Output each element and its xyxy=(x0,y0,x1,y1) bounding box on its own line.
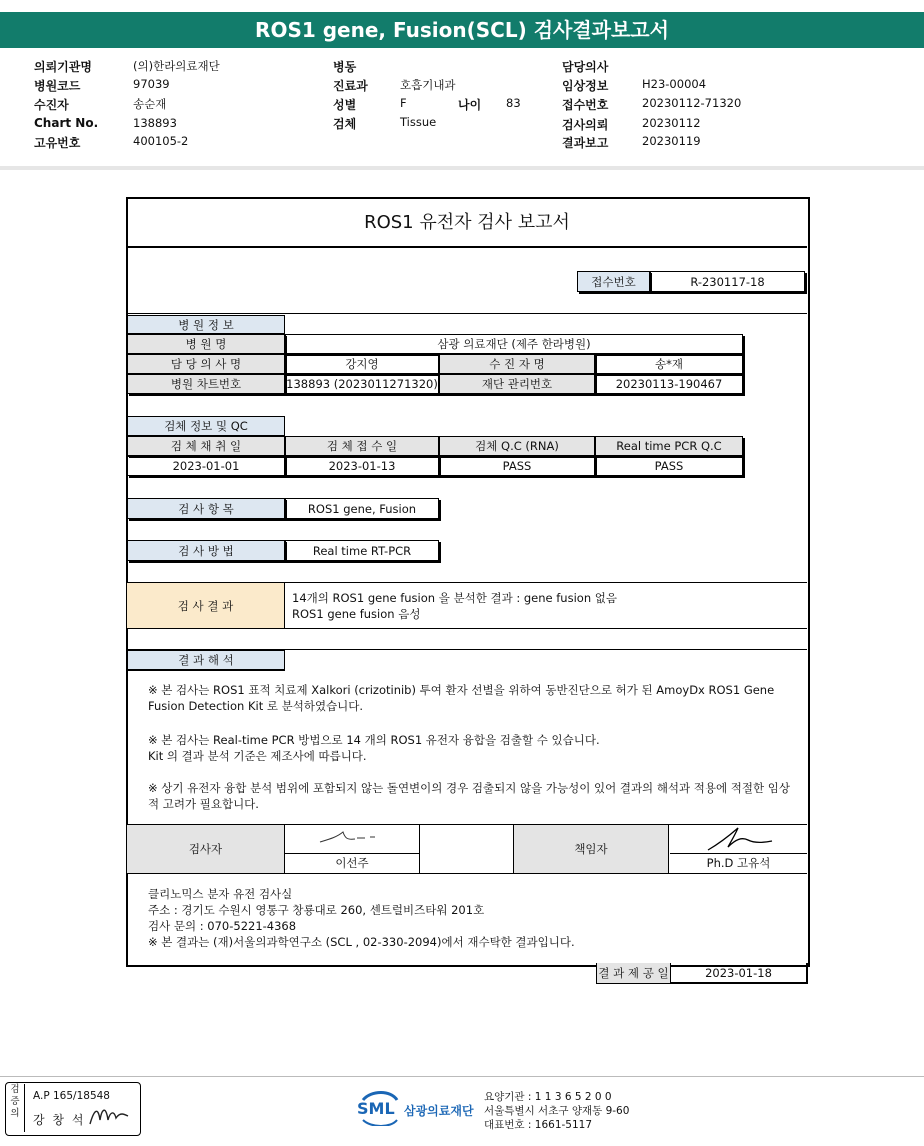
test-method-label: 검 사 방 법 xyxy=(127,540,285,561)
specimen-header: 검 체 접 수 일 xyxy=(285,436,439,456)
interpretation-text: 적 고려가 필요합니다. xyxy=(148,797,259,811)
header-value: 138893 xyxy=(133,116,177,130)
doctor-label: 담 당 의 사 명 xyxy=(127,354,285,374)
tester-name: 이선주 xyxy=(285,853,420,873)
doctor-value: 강지영 xyxy=(285,354,439,374)
issue-date-label: 결 과 제 공 일 xyxy=(596,963,671,984)
specimen-header: 검체 Q.C (RNA) xyxy=(439,436,595,456)
header-value: 송순재 xyxy=(133,97,167,111)
header-label: 진료과 xyxy=(333,79,368,93)
specimen-header: Real time PCR Q.C xyxy=(595,436,743,456)
org-phone: 대표번호 : 1661-5117 xyxy=(484,1119,593,1131)
section-divider xyxy=(127,628,807,629)
lab-name: 클리노믹스 분자 유전 검사실 xyxy=(148,887,293,901)
test-method-value: Real time RT-PCR xyxy=(285,540,439,561)
lab-note: ※ 본 결과는 (재)서울의과학연구소 (SCL , 02-330-2094)에서 재수탁한 결과입니다. xyxy=(148,935,575,949)
specimen-value: PASS xyxy=(595,456,743,476)
specimen-value: 2023-01-13 xyxy=(285,456,439,476)
header-value: (의)한라의료재단 xyxy=(133,59,220,73)
responsible-name: Ph.D 고유석 xyxy=(706,856,771,870)
header-label: 나이 xyxy=(458,98,482,112)
test-item-value: ROS1 gene, Fusion xyxy=(285,498,439,519)
reception-label: 접수번호 xyxy=(577,271,650,292)
result-label: 검 사 결 과 xyxy=(127,583,285,628)
patient-value: 송*재 xyxy=(595,354,743,374)
section-divider xyxy=(127,670,285,671)
specimen-value: 2023-01-01 xyxy=(127,456,285,476)
header-value: 97039 xyxy=(133,77,170,91)
test-item-label: 검 사 항 목 xyxy=(127,498,285,519)
issue-date-value: 2023-01-18 xyxy=(670,963,808,984)
reception-value: R-230117-18 xyxy=(650,271,805,292)
header-value: 20230119 xyxy=(642,134,701,148)
header-label: 결과보고 xyxy=(562,136,609,150)
header-label: 의뢰기관명 xyxy=(34,60,92,74)
report-title: ROS1 유전자 검사 보고서 xyxy=(364,212,570,233)
lab-phone: 검사 문의 : 070-5221-4368 xyxy=(148,919,297,933)
header-label: 병원코드 xyxy=(34,79,81,93)
result-line: 14개의 ROS1 gene fusion 을 분석한 결과 : gene fusion 없음 xyxy=(292,591,617,605)
interpretation-text: Fusion Detection Kit 로 분석하였습니다. xyxy=(148,699,364,713)
header-value: F xyxy=(400,96,407,110)
header-label: 고유번호 xyxy=(34,136,81,150)
section-divider xyxy=(127,873,807,874)
header-label: 검사의뢰 xyxy=(562,118,609,132)
header-label: 담당의사 xyxy=(562,60,609,74)
tester-label: 검사자 xyxy=(127,825,285,873)
header-value: H23-00004 xyxy=(642,77,707,91)
interpretation-label: 결 과 해 석 xyxy=(127,650,285,670)
stamp-signature-graphic xyxy=(88,1100,134,1130)
header-label: 병동 xyxy=(333,60,357,74)
section-hospital-info: 병 원 정 보 xyxy=(127,315,285,334)
header-value: 호흡기내과 xyxy=(400,78,456,92)
header-value: 400105-2 xyxy=(133,134,189,148)
result-line: ROS1 gene fusion 음성 xyxy=(292,607,421,621)
section-specimen-qc: 검체 정보 및 QC xyxy=(127,416,285,436)
chart-no-label: 병원 차트번호 xyxy=(127,374,285,394)
patient-label: 수 진 자 명 xyxy=(439,354,595,374)
stamp-person: 강 창 석 xyxy=(33,1113,86,1127)
responsible-label: 책임자 xyxy=(514,825,669,873)
mgmt-no-label: 재단 관리번호 xyxy=(439,374,595,394)
header-divider xyxy=(0,166,924,170)
header-label: 임상정보 xyxy=(562,79,609,93)
responsible-signature xyxy=(670,825,807,854)
report-banner-title: ROS1 gene, Fusion(SCL) 검사결과보고서 xyxy=(0,12,924,48)
specimen-header: 검 체 채 취 일 xyxy=(127,436,285,456)
header-value: 20230112-71320 xyxy=(642,96,742,110)
header-value: 83 xyxy=(506,96,521,110)
interpretation-text: ※ 본 검사는 ROS1 표적 치료제 Xalkori (crizotinib) 투여 환자 선별을 위하여 동반진단으로 허가 된 AmoyDx ROS1 Gene xyxy=(148,683,775,697)
header-label: 성별 xyxy=(333,98,357,112)
logo-text: SML xyxy=(357,1099,395,1118)
interpretation-text: ※ 본 검사는 Real-time PCR 방법으로 14 개의 ROS1 유전자 융합을 검출할 수 있습니다. xyxy=(148,733,600,747)
header-label: 검체 xyxy=(333,117,357,131)
responsible-signature-graphic xyxy=(670,825,807,853)
footer-divider xyxy=(0,1076,924,1077)
tester-signature-graphic xyxy=(285,825,419,853)
interpretation-text: Kit 의 결과 분석 기준은 제조사에 따릅니다. xyxy=(148,749,367,763)
interpretation-text: ※ 상기 유전자 융합 분석 범위에 포함되지 않는 돌연변이의 경우 검출되지 않을 가능성이 있어 결과의 해석과 적용에 적절한 임상 xyxy=(148,781,790,795)
stamp-ap: A.P 165/18548 xyxy=(33,1090,110,1102)
mgmt-no-value: 20230113-190467 xyxy=(595,374,743,394)
chart-no-value: 138893 (2023011271320) xyxy=(285,374,439,394)
tester-signature xyxy=(285,825,420,854)
stamp-label: 검증의 xyxy=(6,1084,25,1132)
header-value: 20230112 xyxy=(642,116,701,130)
lab-address: 주소 : 경기도 수원시 영통구 창룡대로 260, 센트럴비즈타워 201호 xyxy=(148,903,485,917)
hospital-name-value: 삼광 의료재단 (제주 한라병원) xyxy=(285,334,743,354)
header-value: Tissue xyxy=(400,115,437,129)
specimen-value: PASS xyxy=(439,456,595,476)
hospital-name-label: 병 원 명 xyxy=(127,334,285,354)
org-name: 삼광의료재단 xyxy=(404,1104,474,1118)
section-divider xyxy=(127,313,807,314)
header-label: Chart No. xyxy=(34,116,99,130)
header-label: 수진자 xyxy=(34,98,69,112)
org-address: 서울특별시 서초구 양재동 9-60 xyxy=(484,1105,630,1117)
institution-code: 요양기관 : 1 1 3 6 5 2 0 0 xyxy=(484,1091,612,1103)
report-title-divider xyxy=(127,246,807,248)
header-label: 접수번호 xyxy=(562,98,609,112)
signature-blank xyxy=(420,825,514,873)
